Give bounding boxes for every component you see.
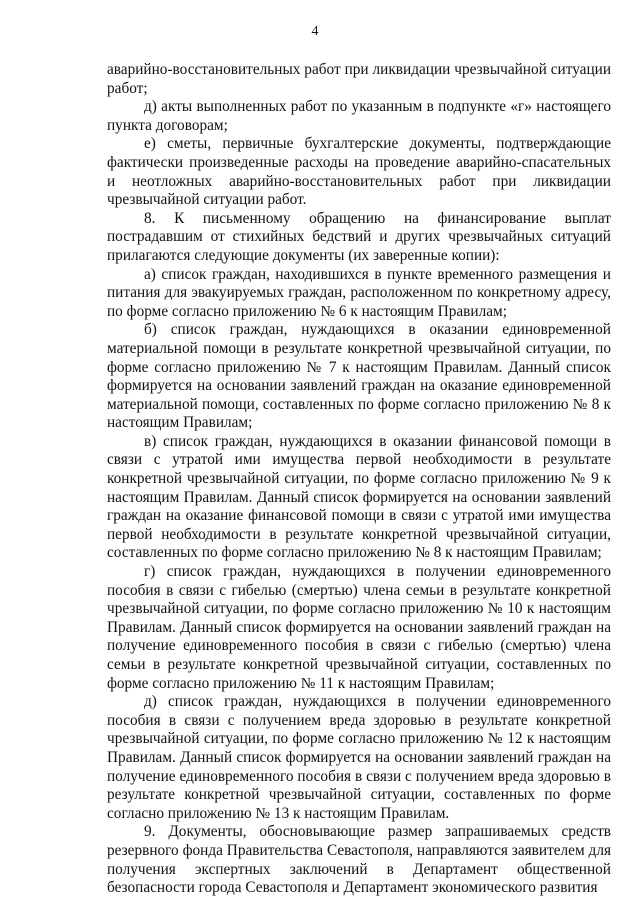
paragraph-point-9: 9. Документы, обосновывающие размер запрашиваемых средств резервного фонда Правительства Севастополя, направляются заявителем для получения экспертных заключений в Департамент общественной безопасности города Севастополя и Департамент экономического развития [107,823,611,897]
paragraph-item-v-list: в) список граждан, нуждающихся в оказании финансовой помощи в связи с утратой ими имущества первой необходимости в результате конкретной чрезвычайной ситуации, по форме согласно приложению № 9 к настоящим Правилам. Данный список формируется на основании заявлений граждан на оказание финансовой помощи в связи с утратой ими имущества первой необходимости в результате конкретной чрезвычайной ситуации, составленных по форме согласно приложению № 8 к настоящим Правилам; [107,432,611,562]
paragraph-item-d-acts: д) акты выполненных работ по указанным в подпункте «г» настоящего пункта договорам; [107,98,611,134]
paragraph-item-e-estimates: е) сметы, первичные бухгалтерские документы, подтверждающие фактически произведенные расходы на проведение аварийно-спасательных и неотложных аварийно-восстановительных работ при ликвидации чрезвычайной ситуации работ. [107,135,611,209]
paragraph-continuation: аварийно-восстановительных работ при ликвидации чрезвычайной ситуации работ; [107,61,611,97]
paragraph-item-d-list: д) список граждан, нуждающихся в получении единовременного пособия в связи с получением вреда здоровью в результате конкретной чрезвычайной ситуации, по форме согласно приложению № 12 к настоящим Правилам. Данный список формируется на основании заявлений граждан на получение единовременного пособия в связи с получением вреда здоровью в результате конкретной чрезвычайной ситуации, составленных по форме согласно приложению № 13 к настоящим Правилам. [107,693,611,822]
paragraph-item-g-list: г) список граждан, нуждающихся в получении единовременного пособия в связи с гибелью (смертью) члена семьи в результате конкретной чрезвычайной ситуации, по форме согласно приложению № 10 к настоящим Правилам. Данный список формируется на основании заявлений граждан на получение единовременного пособия в связи с гибелью (смертью) члена семьи в результате конкретной чрезвычайной ситуации, составленных по форме согласно приложению № 11 к настоящим Правилам; [107,563,611,692]
paragraph-point-8: 8. К письменному обращению на финансирование выплат пострадавшим от стихийных бедствий и других чрезвычайных ситуаций прилагаются следующие документы (их заверенные копии): [107,209,611,264]
paragraph-item-a-list: а) список граждан, находившихся в пункте временного размещения и питания для эвакуируемых граждан, расположенном по конкретному адресу, по форме согласно приложению № 6 к настоящим Правилам; [107,265,611,320]
page-number: 4 [311,24,319,39]
paragraph-item-b-list: б) список граждан, нуждающихся в оказании единовременной материальной помощи в результате конкретной чрезвычайной ситуации, по форме согласно приложению № 7 к настоящим Правилам. Данный список формируется на основании заявлений граждан на оказание единовременной материальной помощи, составленных по форме согласно приложению № 8 к настоящим Правилам; [107,321,611,432]
document-body [107,61,611,898]
